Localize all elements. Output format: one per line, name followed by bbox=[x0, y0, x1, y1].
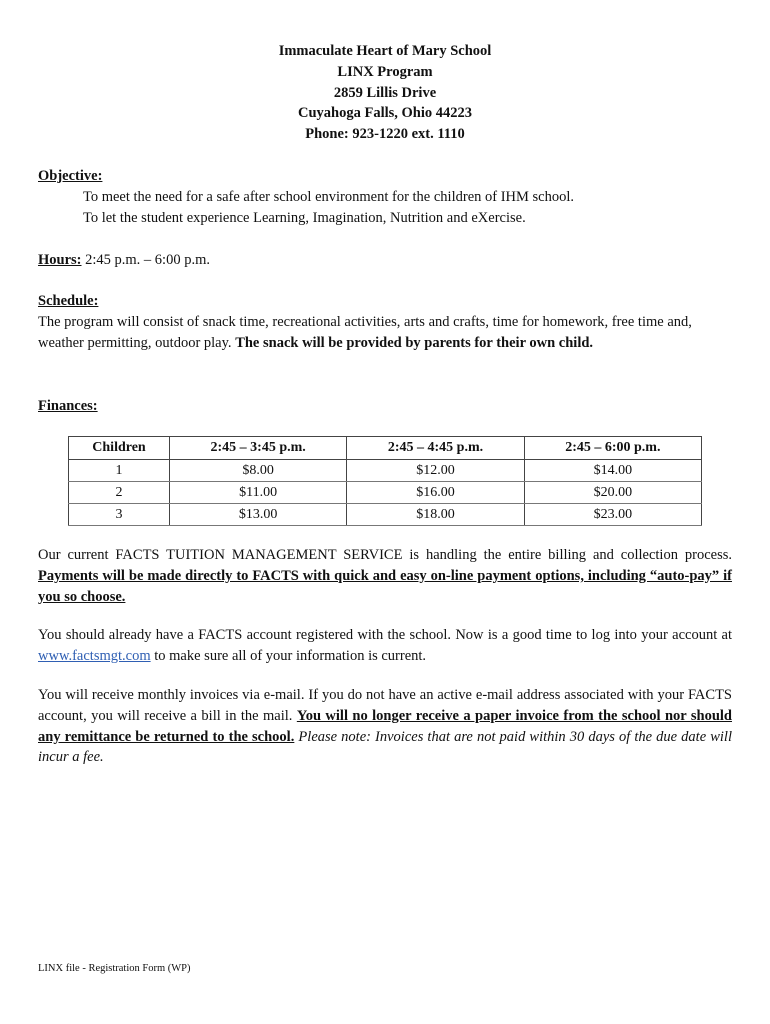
table-cell: $16.00 bbox=[347, 482, 524, 504]
street-address: 2859 Lillis Drive bbox=[333, 84, 437, 101]
table-cell: 3 bbox=[69, 504, 170, 526]
table-cell: $20.00 bbox=[524, 482, 701, 504]
column-header: 2:45 – 4:45 p.m. bbox=[347, 437, 524, 460]
table-cell: $8.00 bbox=[170, 460, 347, 482]
hours-section bbox=[38, 250, 732, 271]
table-row bbox=[69, 504, 702, 526]
account-text-after: to make sure all of your information is current. bbox=[150, 647, 427, 664]
invoice-paper-note: You will no longer receive a paper invoice from the school nor should any remittance be returned to the school. bbox=[38, 707, 732, 745]
account-paragraph bbox=[38, 625, 732, 667]
facts-website-link[interactable]: www.factsmgt.com bbox=[38, 647, 151, 664]
hours-value: 2:45 p.m. – 6:00 p.m. bbox=[81, 252, 210, 268]
schedule-heading: Schedule: bbox=[38, 293, 99, 309]
program-name: LINX Program bbox=[337, 63, 433, 80]
school-name: Immaculate Heart of Mary School bbox=[278, 43, 492, 59]
table-header-row bbox=[69, 437, 702, 460]
invoice-fee-note: Please note: Invoices that are not paid within 30 days of the due date will incur a fee. bbox=[38, 728, 732, 766]
table-cell: 1 bbox=[69, 460, 170, 482]
invoice-paragraph bbox=[38, 685, 732, 768]
finances-heading: Finances: bbox=[38, 398, 98, 414]
table-row bbox=[69, 460, 702, 482]
city-state-zip: Cuyahoga Falls, Ohio 44223 bbox=[297, 105, 473, 122]
objective-line-1: To meet the need for a safe after school environment for the children of IHM school. bbox=[83, 188, 575, 205]
facts-paragraph bbox=[38, 545, 732, 607]
schedule-snack-note: The snack will be provided by parents for their own child. bbox=[235, 334, 594, 351]
finances-table bbox=[68, 436, 702, 526]
schedule-text: The program will consist of snack time, recreational activities, arts and crafts, time for homework, free time and, weather permitting, outdoor play. bbox=[38, 313, 692, 351]
phone-number: Phone: 923-1220 ext. 1110 bbox=[305, 126, 465, 143]
invoice-text: You will receive monthly invoices via e-mail. If you do not have an active e-mail address associated with your FACTS account, you will receive a bill in the mail. bbox=[38, 687, 732, 724]
table-cell: 2 bbox=[69, 482, 170, 504]
schedule-paragraph bbox=[38, 312, 732, 354]
letterhead bbox=[0, 41, 770, 145]
objective-line-2: To let the student experience Learning, Imagination, Nutrition and eXercise. bbox=[83, 209, 526, 226]
objective-section bbox=[38, 166, 732, 228]
page-footer: LINX file - Registration Form (WP) bbox=[38, 963, 191, 974]
schedule-section bbox=[38, 291, 732, 353]
table-cell: $18.00 bbox=[347, 504, 524, 526]
facts-payment-note: Payments will be made directly to FACTS with quick and easy on-line payment options, including “auto-pay” if you so choose. bbox=[38, 567, 732, 605]
table-cell: $14.00 bbox=[524, 460, 701, 482]
finances-section bbox=[38, 396, 732, 417]
account-text-before: You should already have a FACTS account registered with the school. Now is a good time to log into your account at bbox=[38, 627, 732, 643]
facts-text: Our current FACTS TUITION MANAGEMENT SERVICE is handling the entire billing and collection process. bbox=[38, 547, 732, 563]
objective-heading: Objective: bbox=[38, 168, 103, 184]
column-header: 2:45 – 6:00 p.m. bbox=[524, 437, 701, 460]
column-header: Children bbox=[69, 437, 170, 460]
table-row bbox=[69, 482, 702, 504]
table-cell: $11.00 bbox=[170, 482, 347, 504]
hours-heading: Hours: bbox=[38, 252, 82, 268]
table-cell: $12.00 bbox=[347, 460, 524, 482]
table-cell: $13.00 bbox=[170, 504, 347, 526]
column-header: 2:45 – 3:45 p.m. bbox=[170, 437, 347, 460]
table-cell: $23.00 bbox=[524, 504, 701, 526]
